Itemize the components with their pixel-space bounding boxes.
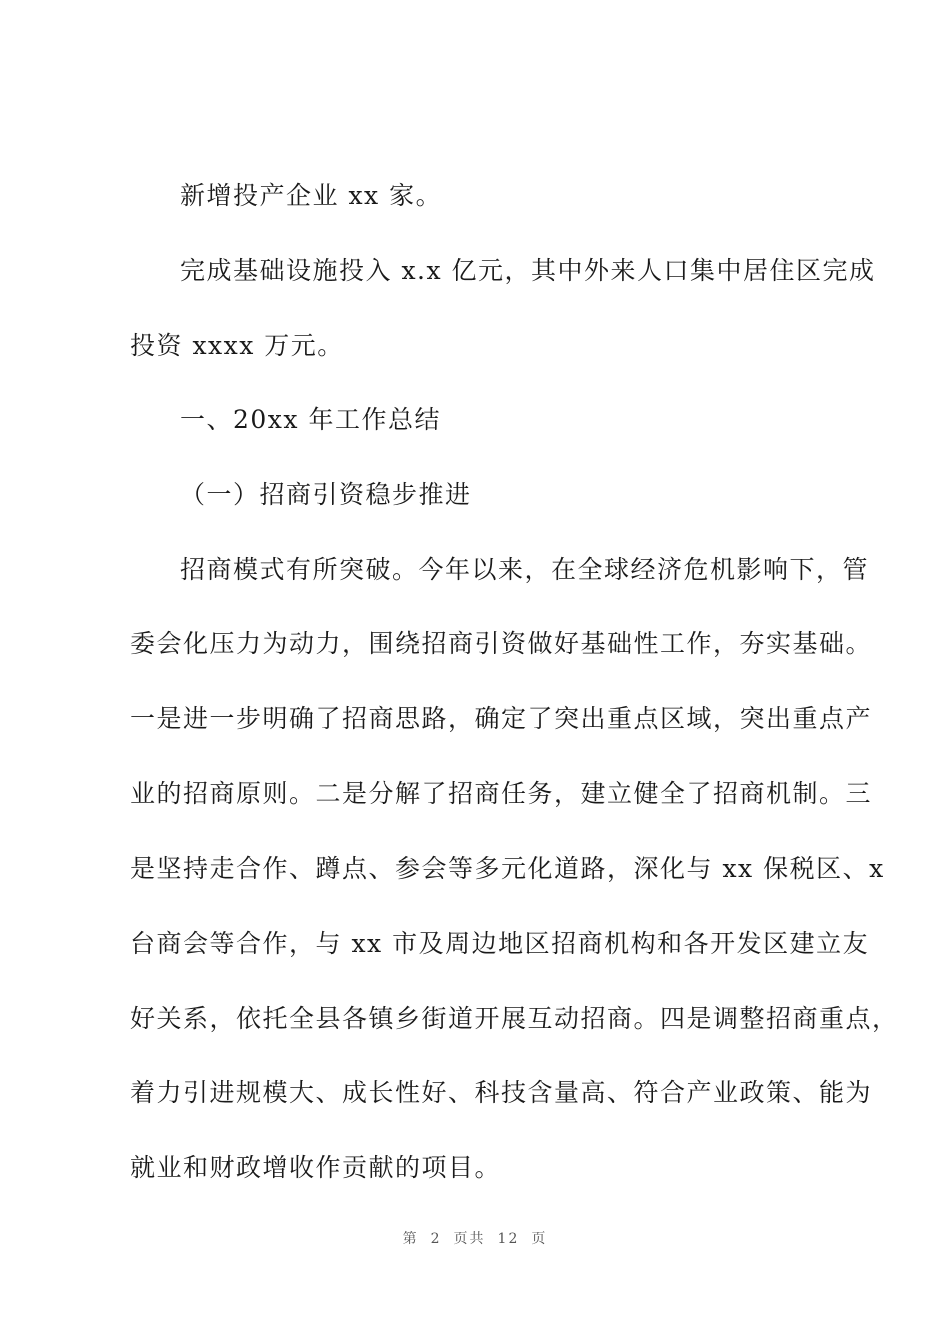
page-label-suffix: 页 [531,1231,548,1247]
current-page-number: 2 [430,1231,442,1247]
page-label-prefix: 第 [402,1231,419,1247]
paragraph-line: 是坚持走合作、蹲点、参会等多元化道路，深化与 xx 保税区、x [130,854,885,883]
paragraph-line: 招商模式有所突破。今年以来，在全球经济危机影响下，管 [180,555,870,584]
total-pages-number: 12 [497,1231,520,1247]
paragraph-line: 台商会等合作，与 xx 市及周边地区招商机构和各开发区建立友 [130,929,870,958]
paragraph-line: 完成基础设施投入 x.x 亿元，其中外来人口集中居住区完成 [180,256,876,285]
paragraph-line: 好关系，依托全县各镇乡街道开展互动招商。四是调整招商重点， [130,1004,899,1033]
paragraph-line: 业的招商原则。二是分解了招商任务，建立健全了招商机制。三 [130,779,873,808]
section-heading: 一、20xx 年工作总结 [180,405,441,434]
paragraph-line: 委会化压力为动力，围绕招商引资做好基础性工作，夯实基础。 [130,629,873,658]
page-label-mid: 页共 [453,1231,486,1247]
paragraph-line: 新增投产企业 xx 家。 [180,181,443,210]
paragraph-line: 一是进一步明确了招商思路，确定了突出重点区域，突出重点产 [130,704,873,733]
paragraph-line: 投资 xxxx 万元。 [130,331,344,360]
subsection-heading: （一）招商引资稳步推进 [180,480,472,509]
paragraph-line: 就业和财政增收作贡献的项目。 [130,1153,502,1182]
paragraph-line: 着力引进规模大、成长性好、科技含量高、符合产业政策、能为 [130,1078,873,1107]
page-number-footer [0,1228,950,1248]
